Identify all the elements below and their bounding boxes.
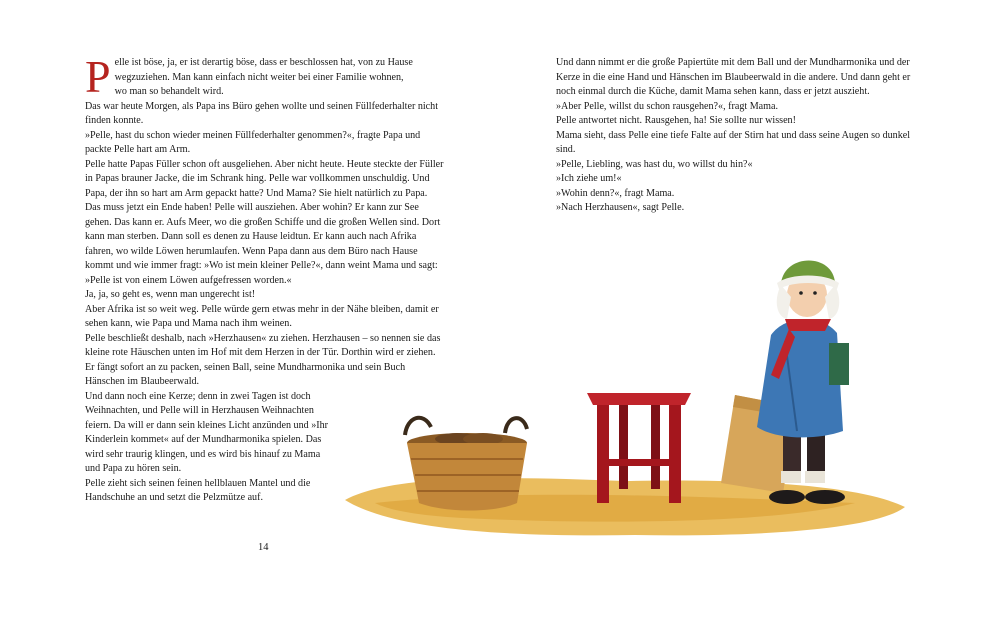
paragraph-8: »Nach Herzhausen«, sagt Pelle. bbox=[556, 202, 685, 213]
paragraph-5: »Pelle, Liebling, was hast du, wo willst du hin?« bbox=[556, 158, 753, 170]
paragraph-8: Pelle zieht sich seinen feinen hellblauen Mantel und die Handschuhe an und setzt die Pelzmütze auf. bbox=[85, 477, 311, 503]
page-number: 14 bbox=[258, 542, 269, 553]
basket bbox=[405, 418, 527, 511]
paragraph-3: Pelle antwortet nicht. Rausgehen, ha! Sie sollte nur wissen! bbox=[556, 115, 796, 126]
illustration-boy-leaving bbox=[335, 245, 910, 545]
drop-cap: P bbox=[85, 51, 111, 102]
paragraph-3: Pelle hatte Papas Füller schon oft ausgeliehen. Aber nicht heute. Heute steckte der Füller in Papas brauner Jacke, die im Schrank hing. Pelle war vollkommen unschuldig. Und Papa, der ihn so hart am Arm gepackt hatte? Und Mama? Sie hielt natürlich zu Papa. Das muss jetzt ein Ende haben! Pelle will ausziehen. Aber wohin? Er kann zur See gehen. Das kann er. Aufs Meer, wo die großen Schiffe und die großen Wellen sind. Dort kann man sterben. Dann soll es denen zu Hause leidtun. Er kann auch nach Afrika fahren, wo wilde Löwen herumlaufen. Wenn Papa dann aus dem Büro nach Hause kommt und wie immer fragt: »Wo ist mein kleiner Pelle?«, dann weint Mama und sagt: »Pelle ist von einem Löwen aufgefressen worden.« bbox=[85, 158, 444, 286]
paragraph-1: Das war heute Morgen, als Papa ins Büro gehen wollte und seinen Füllfederhalter nicht finden konnte. bbox=[85, 100, 439, 126]
opening-line-1: elle ist böse, ja, er ist derartig böse, dass er beschlossen hat, von zu Hause bbox=[114, 57, 413, 68]
paragraph-7: Und dann noch eine Kerze; denn in zwei Tagen ist doch Weihnachten, und Pelle will in Herzhausen Weihnachten feiern. Da will er dann sein kleines Licht anzünden und »Ihr Kinderlein kommet« auf der Mundharmonika spielen. Das wird sehr traurig klingen, und es wird bis hinauf zu Mama und Papa zu hören sein. bbox=[85, 390, 329, 474]
paragraph-1: Und dann nimmt er die große Papiertüte mit dem Ball und der Mundharmonika und der Kerze in die eine Hand und Hänschen im Blaubeerwald in die andere. Und dann geht er noch einmal durch die Küche, damit Mama sehen kann, dass er jetzt auszieht. bbox=[556, 57, 911, 97]
opening-line-3: wo man so behandelt wird. bbox=[114, 86, 224, 97]
paragraph-7: »Wohin denn?«, fragt Mama. bbox=[556, 187, 675, 199]
boy-pelle bbox=[721, 261, 849, 505]
opening-line-2: wegzuziehen. Man kann einfach nicht weiter bei einer Familie wohnen, bbox=[114, 71, 404, 83]
paragraph-6: Pelle beschließt deshalb, nach »Herzhausen« zu ziehen. Herzhausen – so nennen sie das kleine rote Häuschen unten im Hof mit dem Herzen in der Tür. Dorthin wird er ziehen. Er fängt sofort an zu packen, seinen Ball, seine Mundharmonika und sein Buch Hänschen im Blaubeerwald. bbox=[85, 332, 441, 387]
paragraph-2: »Pelle, hast du schon wieder meinen Füllfederhalter genommen?«, fragte Papa und packte Pelle hart am Arm. bbox=[85, 129, 421, 155]
paragraph-4: Mama sieht, dass Pelle eine tiefe Falte auf der Stirn hat und dass seine Augen so dunkel sind. bbox=[556, 129, 911, 155]
paragraph-6: »Ich ziehe um!« bbox=[556, 173, 622, 184]
right-text-column bbox=[556, 56, 921, 216]
paragraph-4: Ja, ja, so geht es, wenn man ungerecht ist! bbox=[85, 289, 256, 300]
paragraph-2: »Aber Pelle, willst du schon rausgehen?«, fragt Mama. bbox=[556, 100, 779, 112]
paragraph-5: Aber Afrika ist so weit weg. Pelle würde gern etwas mehr in der Nähe bleiben, damit er sehen kann, wie Papa und Mama nach ihm weinen. bbox=[85, 303, 439, 329]
